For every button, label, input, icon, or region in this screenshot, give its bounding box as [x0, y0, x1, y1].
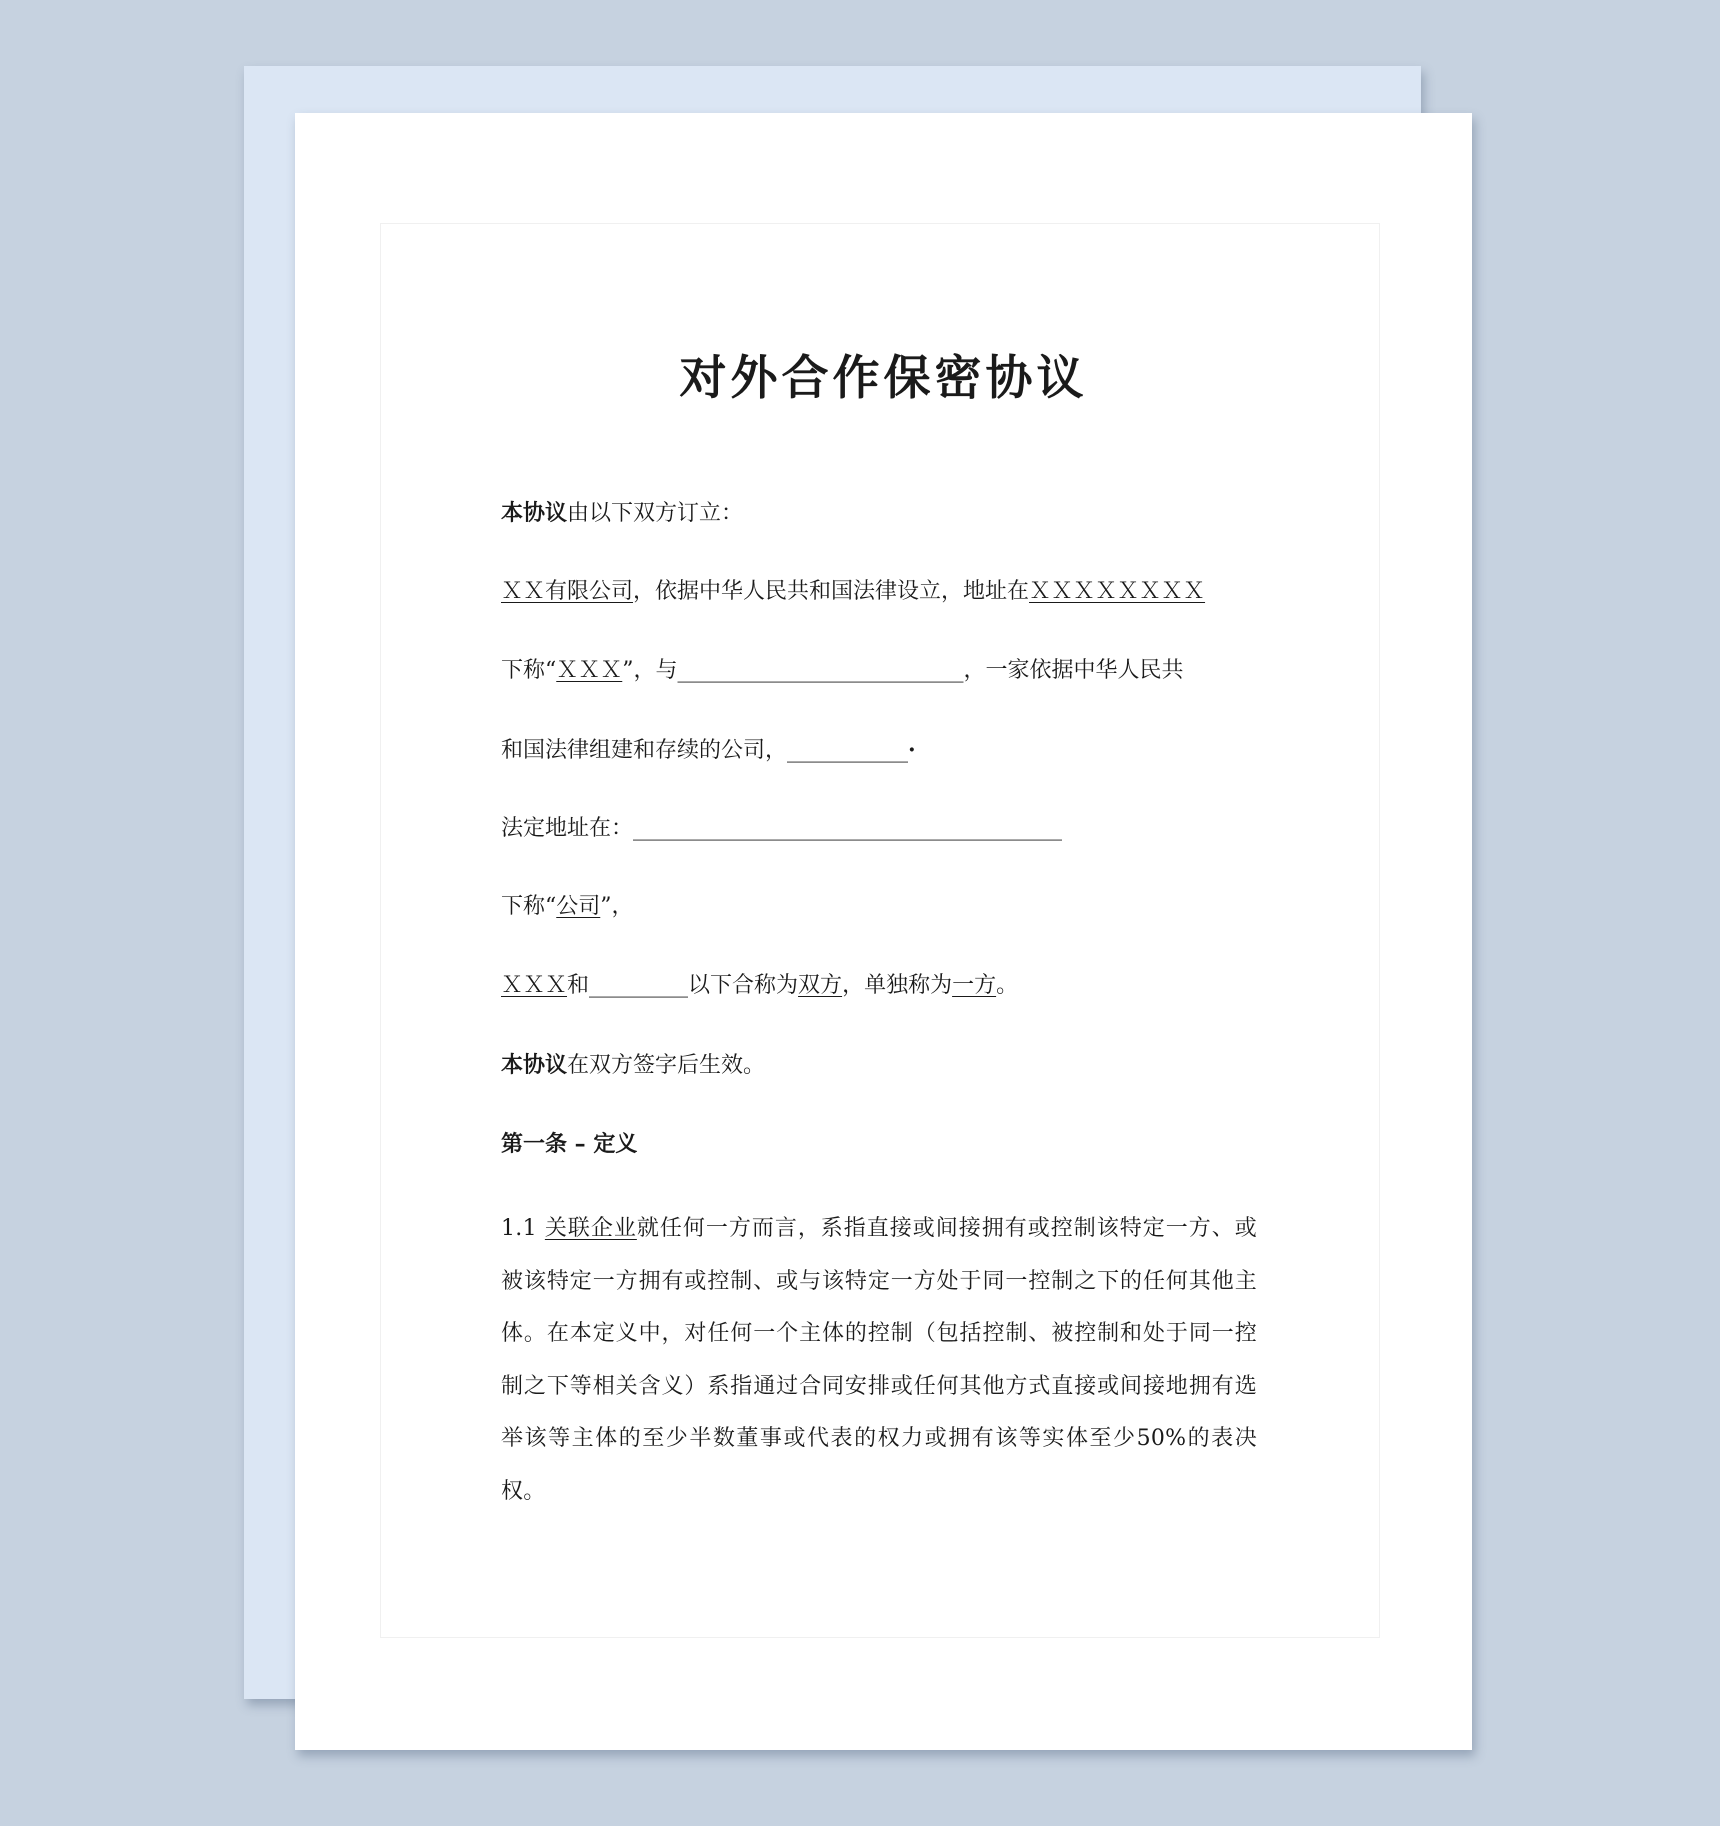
alias-a-suffix: ”，与 — [622, 658, 678, 683]
clause-1-1-number: 1.1 — [501, 1216, 545, 1241]
effective-text: 在双方签字后生效。 — [567, 1053, 766, 1078]
document-page — [295, 113, 1472, 1750]
clause-1-1-text: 就任何一方而言，系指直接或间接拥有或控制该特定一方、或被该特定一方拥有或控制、或与该特定一方处于同一控制之下的任何其他主体。在本定义中，对任何一个主体的控制（包括控制、被控制和处于同一控制之下等相关含义）系指通过合同安排或任何其他方式直接或间接地拥有选举该等主体的至少半数董事或代表的权力或拥有该等实体至少50%的表决权。 — [501, 1216, 1257, 1504]
party-b-end: · — [908, 737, 916, 763]
effective-line — [501, 1050, 1261, 1081]
alias-a-name: ＸＸＸ — [556, 658, 623, 683]
intro-line — [501, 498, 1261, 529]
alias-a-blank: __________________________ — [677, 658, 964, 683]
alias-b-suffix: ”， — [600, 894, 634, 919]
intro-bold: 本协议 — [501, 500, 568, 526]
document-title: 对外合作保密协议 — [679, 351, 1088, 406]
party-a-text: ，依据中华人民共和国法律设立，地址在 — [633, 579, 1030, 604]
intro-text: 由以下双方订立： — [567, 501, 744, 526]
party-a-address: ＸＸＸＸＸＸＸＸ — [1029, 579, 1206, 604]
party-a-line — [501, 577, 1261, 607]
legal-address-blank: _______________________________________ — [633, 816, 1063, 841]
legal-address-label: 法定地址在： — [501, 816, 634, 841]
alias-a-rest: ，一家依据中华人民共 — [963, 658, 1184, 683]
clause-1-1 — [501, 1203, 1257, 1518]
effective-bold: 本协议 — [501, 1052, 568, 1078]
alias-b-line — [501, 892, 1261, 922]
term-both-parties: 双方 — [798, 973, 843, 998]
both-parties-and: 和 — [567, 973, 590, 998]
both-parties-end: 。 — [996, 973, 1019, 998]
both-parties-middle: 以下合称为 — [688, 973, 799, 998]
alias-a-line — [501, 656, 1261, 686]
party-b-line — [501, 735, 1261, 766]
alias-a-prefix: 下称“ — [501, 658, 557, 683]
party-a-company: ＸＸ有限公司 — [501, 579, 634, 604]
party-b-blank: ___________ — [787, 738, 909, 763]
party-b-text: 和国法律组建和存续的公司， — [501, 738, 788, 763]
both-parties-name: ＸＸＸ — [501, 973, 568, 998]
article-1-heading: 第一条 – 定义 — [501, 1131, 638, 1157]
legal-address-line — [501, 814, 1261, 844]
alias-b-prefix: 下称“ — [501, 894, 557, 919]
term-one-party: 一方 — [952, 973, 997, 998]
clause-1-1-term: 关联企业 — [544, 1216, 637, 1241]
alias-b-name: 公司 — [556, 894, 601, 919]
both-parties-blank: _________ — [589, 973, 689, 998]
both-parties-middle2: ，单独称为 — [842, 973, 953, 998]
both-parties-line — [501, 971, 1261, 1001]
